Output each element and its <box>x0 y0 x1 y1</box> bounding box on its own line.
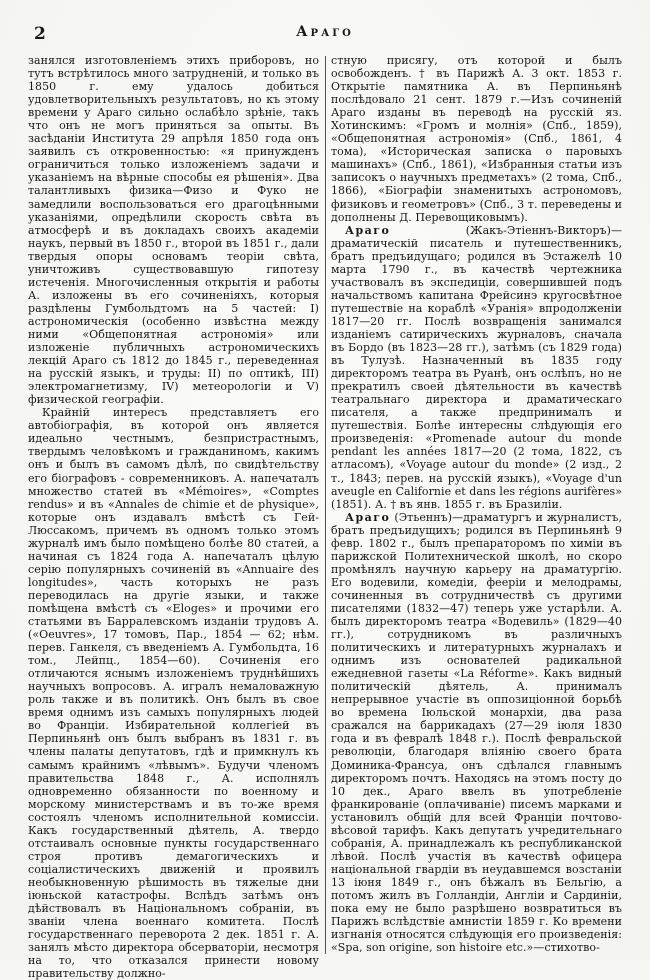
paragraph-continuation: занялся изготовленіемъ этихъ приборовъ, но тутъ встрѣтилось много затрудненій, и только въ 1850 г. ему удалось добиться удовлетворительныхъ результатовъ, но къ этому времени у Араго сильно ослабѣло зрѣніе, такъ что онъ не могъ приняться за опыты. Въ засѣданіи Института 29 апрѣля 1850 года онъ заявилъ съ откровенностью: «я принужденъ ограничиться только изложеніемъ задачи и указаніемъ на вѣрные способы ея рѣшенія». Два талантливыхъ физика—Физо и Фуко не замедлили воспользоваться его драгоцѣнными указаніями, опредѣлили скорость свѣта въ атмосферѣ и въ докладахъ своихъ академіи наукъ, первый въ 1850 г., второй въ 1851 г., дали твердыя опоры основамъ теоріи свѣта, уничтоживъ существовавшую гипотезу истеченія. Многочисленныя открытія и работы А. изложены въ его сочиненіяхъ, которыя раздѣлены Гумбольдтомъ на 5 частей: I) астрономическія (особенно извѣстна между ними «Общепонятная астрономія» или изложеніе публичныхъ астрономическихъ лекцій Араго съ 1812 до 1845 г., переведенная на русскій языкъ, и труды: II) по оптикѣ, III) электромагнетизму, IV) метеорологіи и V) физической географіи. <box>28 54 319 407</box>
column-divider <box>325 56 326 954</box>
text-columns <box>28 54 622 980</box>
entry-text: (Этьеннъ)—драматургъ и журналистъ, братъ предъидущихъ; родился въ Перпиньянѣ 9 февр. 1802 г., былъ препараторомъ по химіи въ парижской Политехнической школѣ, но скоро промѣнялъ научную карьеру на драматургію. Его водевили, комедіи, фееріи и мелодрамы, сочиненныя въ сотрудничествѣ съ другими писателями (1832—47) теперь уже устарѣли. А. былъ директоромъ театра «Водевиль» (1829—40 гг.), сотрудникомъ въ различныхъ политическихъ и литературныхъ журналахъ и однимъ изъ основателей радикальной ежедневной газеты «La Réforme». Какъ видный политическій дѣятель, А. принималъ непрерывное участіе въ оппозиціонной борьбѣ во времена Іюльской монархіи, два раза сражался на баррикадахъ (27—29 іюля 1830 года и въ февралѣ 1848 г.). Послѣ февральской революціи, благодаря вліянію своего брата Доминика-Франсуа, онъ сдѣлался главнымъ директоромъ почтъ. Находясь на этомъ посту до 10 дек., Араго ввелъ въ употребленіе франкированіе (оплачиваніе) писемъ марками и установилъ общій для всей Франціи почтово-вѣсовой тарифъ. Какъ депутатъ учредительнаго собранія, А. принадлежалъ къ республиканской лѣвой. Послѣ участія въ качествѣ офицера національной гвардіи въ неудавшемся возстаніи 13 іюня 1849 г., онъ бѣжалъ въ Бельгію, а потомъ жилъ въ Голландіи, Англіи и Сардиніи, пока ему не было разрѣшено возвратиться въ Парижъ вслѣдствіе амнистіи 1859 г. Ко времени изгнанія относятся слѣдующія его произведенія: «Spa, son origine, son histoire etc.»—стихотво- <box>331 510 622 955</box>
left-column <box>28 54 319 980</box>
entry-arago-etienne <box>331 511 622 955</box>
entry-headword: Араго <box>345 223 391 237</box>
paragraph-autobiography: Крайній интересъ представляетъ его автобіографія, въ которой онъ является идеально честнымъ, безпристрастнымъ, твердымъ человѣкомъ и гражданиномъ, какимъ онъ и былъ въ самомъ дѣлѣ, по свидѣтельству его біографовъ - современниковъ. А. напечаталъ множество статей въ «Mémoires», «Comptes rendus» и въ «Annales de chimie et de physique», которые онъ издавалъ вмѣстѣ съ Гей-Люссакомъ, причемъ въ одномъ только этомъ журналѣ имъ было помѣщено болѣе 80 статей, а начиная съ 1824 года А. напечаталъ цѣлую серію популярныхъ сочиненій въ «Annuaire des longitudes», часть которыхъ не разъ переводилась на другіе языки, и также помѣщена вмѣстѣ съ «Eloges» и прочими его статьями въ Барралевскомъ изданіи трудовъ А. («Oeuvres», 17 томовъ, Пар., 1854 — 62; нѣм. перев. Ганкеля, съ введеніемъ А. Гумбольдта, 16 том., Лейпц., 1854—60). Сочиненія его отличаются яснымъ изложеніемъ труднѣйшихъ научныхъ вопросовъ. А. игралъ немаловажную роль также и въ политикѣ. Онъ былъ въ свое время однимъ изъ самыхъ популярныхъ людей во Франціи. Избирательной коллегіей въ Перпиньянѣ онъ былъ выбранъ въ 1831 г. въ члены палаты депутатовъ, гдѣ и примкнулъ къ самымъ крайнимъ «лѣвымъ». Будучи членомъ правительства 1848 г., А. исполнялъ одновременно обязанности по военному и морскому министерствамъ и въ то-же время состоялъ членомъ исполнительной комиссіи. Какъ государственный дѣятель, А. твердо отстаивалъ основные пункты государственнаго строя противъ демагогическихъ и соціалистическихъ движеній и проявилъ необыкновенную рѣшимость въ тяжелые дни іюньской катастрофы. Вслѣдъ затѣмъ онъ дѣйствовалъ въ Національномъ собраніи, въ званіи члена военнаго комитета. Послѣ государственнаго переворота 2 дек. 1851 г. А. занялъ мѣсто директора обсерваторіи, несмотря на то, что отказался принести новому правительству должно- <box>28 406 319 980</box>
entry-headword: Араго <box>345 510 391 524</box>
entry-text: (Жакъ-Этіеннъ-Викторъ)—драматическій писатель и путешественникъ, братъ предъидущаго; родился въ Эстажелѣ 10 марта 1790 г., въ качествѣ чертежника участвовалъ въ экспедиціи, совершившей подъ начальствомъ капитана Фрейсинэ кругосвѣтное путешествіе на кораблѣ «Уранія» впродолженіи 1817—20 гг. Послѣ возвращенія занимался изданіемъ сатирическихъ журналовъ, сначала въ Бордо (въ 1823—28 гг.), затѣмъ (съ 1829 года) въ Тулузѣ. Назначенный въ 1835 году директоромъ театра въ Руанѣ, онъ ослѣпъ, но не прекратилъ своей дѣятельности въ качествѣ театральнаго директора и драматическаго писателя, а также предпринималъ и путешествія. Болѣе интересны слѣдующія его произведенія: «Promenade autour du monde pendant les années 1817—20 (2 тома, 1822, съ атласомъ), «Voyage autour du monde» (2 изд., 2 т., 1843; перев. на русскій языкъ), «Voyage d'un aveugle en Californie et dans les régions aurifères» (1851). А. † въ янв. 1855 г. въ Бразиліи. <box>331 223 622 511</box>
paragraph-continuation: стную присягу, отъ которой и былъ освобожденъ. † въ Парижѣ А. 3 окт. 1853 г. Открытіе памятника А. въ Перпиньянѣ послѣдовало 21 сент. 1879 г.—Изъ сочиненій Араго изданы въ переводѣ на русскій яз. Хотинскимъ: «Громъ и молнія» (Спб., 1859), «Общепонятная астрономія» (Спб., 1861, 4 тома), «Историческая записка о паровыхъ машинахъ» (Спб., 1861), «Избранныя статьи изъ записокъ о научныхъ предметахъ» (2 тома, Спб., 1866), «Біографіи знаменитыхъ астрономовъ, физиковъ и геометровъ» (Спб., 3 т. переведены и дополнены Д. Перевощиковымъ). <box>331 54 622 224</box>
page-number: 2 <box>34 24 46 44</box>
running-title: Араго <box>296 24 354 40</box>
page-header <box>28 24 622 46</box>
entry-arago-jacques-etienne-victor <box>331 224 622 511</box>
right-column <box>331 54 622 980</box>
